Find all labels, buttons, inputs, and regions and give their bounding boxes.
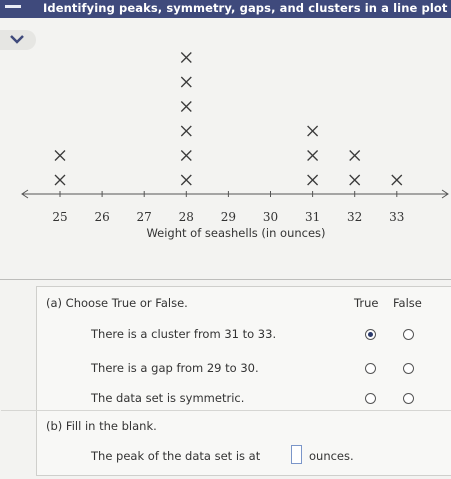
x-axis-title: Weight of seashells (in ounces) xyxy=(146,226,326,240)
tick-label: 26 xyxy=(94,210,110,224)
true-column-header: True xyxy=(354,296,379,310)
data-mark-x xyxy=(392,175,402,185)
tick-label: 33 xyxy=(389,210,405,224)
data-mark-x xyxy=(181,53,191,63)
tick-label: 27 xyxy=(136,210,152,224)
data-mark-x xyxy=(350,151,360,161)
data-mark-x xyxy=(55,151,65,161)
statement-2-false-radio[interactable] xyxy=(403,363,414,374)
data-mark-x xyxy=(181,175,191,185)
tick-label: 29 xyxy=(220,210,237,224)
question-panel xyxy=(36,286,451,476)
divider xyxy=(0,279,451,280)
statement-2: There is a gap from 29 to 30. xyxy=(91,361,259,375)
data-mark-x xyxy=(181,151,191,161)
statement-1: There is a cluster from 31 to 33. xyxy=(91,327,277,341)
blank-prefix: The peak of the data set is at xyxy=(91,449,261,463)
tick-label: 31 xyxy=(304,210,321,224)
statement-3: The data set is symmetric. xyxy=(91,391,245,405)
data-mark-x xyxy=(181,126,191,136)
part-a-label: (a) Choose True or False. xyxy=(46,296,188,310)
data-mark-x xyxy=(55,175,65,185)
peak-answer-input[interactable] xyxy=(291,445,302,464)
tick-label: 30 xyxy=(262,210,279,224)
blank-suffix: ounces. xyxy=(309,449,354,463)
part-b-label: (b) Fill in the blank. xyxy=(46,419,157,433)
statement-1-false-radio[interactable] xyxy=(403,329,414,340)
data-mark-x xyxy=(308,126,318,136)
tick-label: 32 xyxy=(347,210,363,224)
page-title: Identifying peaks, symmetry, gaps, and clusters in a line plot xyxy=(43,1,448,15)
hamburger-icon[interactable] xyxy=(5,5,21,8)
data-mark-x xyxy=(350,175,360,185)
line-plot xyxy=(0,40,451,245)
data-mark-x xyxy=(181,77,191,87)
tick-label: 28 xyxy=(178,210,194,224)
data-mark-x xyxy=(181,102,191,112)
statement-3-false-radio[interactable] xyxy=(403,393,414,404)
tick-label: 25 xyxy=(52,210,68,224)
data-mark-x xyxy=(308,175,318,185)
statement-1-true-radio[interactable] xyxy=(365,329,376,340)
false-column-header: False xyxy=(393,296,422,310)
data-mark-x xyxy=(308,151,318,161)
statement-3-true-radio[interactable] xyxy=(365,393,376,404)
statement-2-true-radio[interactable] xyxy=(365,363,376,374)
part-divider xyxy=(1,410,451,411)
header-bar xyxy=(0,0,451,18)
